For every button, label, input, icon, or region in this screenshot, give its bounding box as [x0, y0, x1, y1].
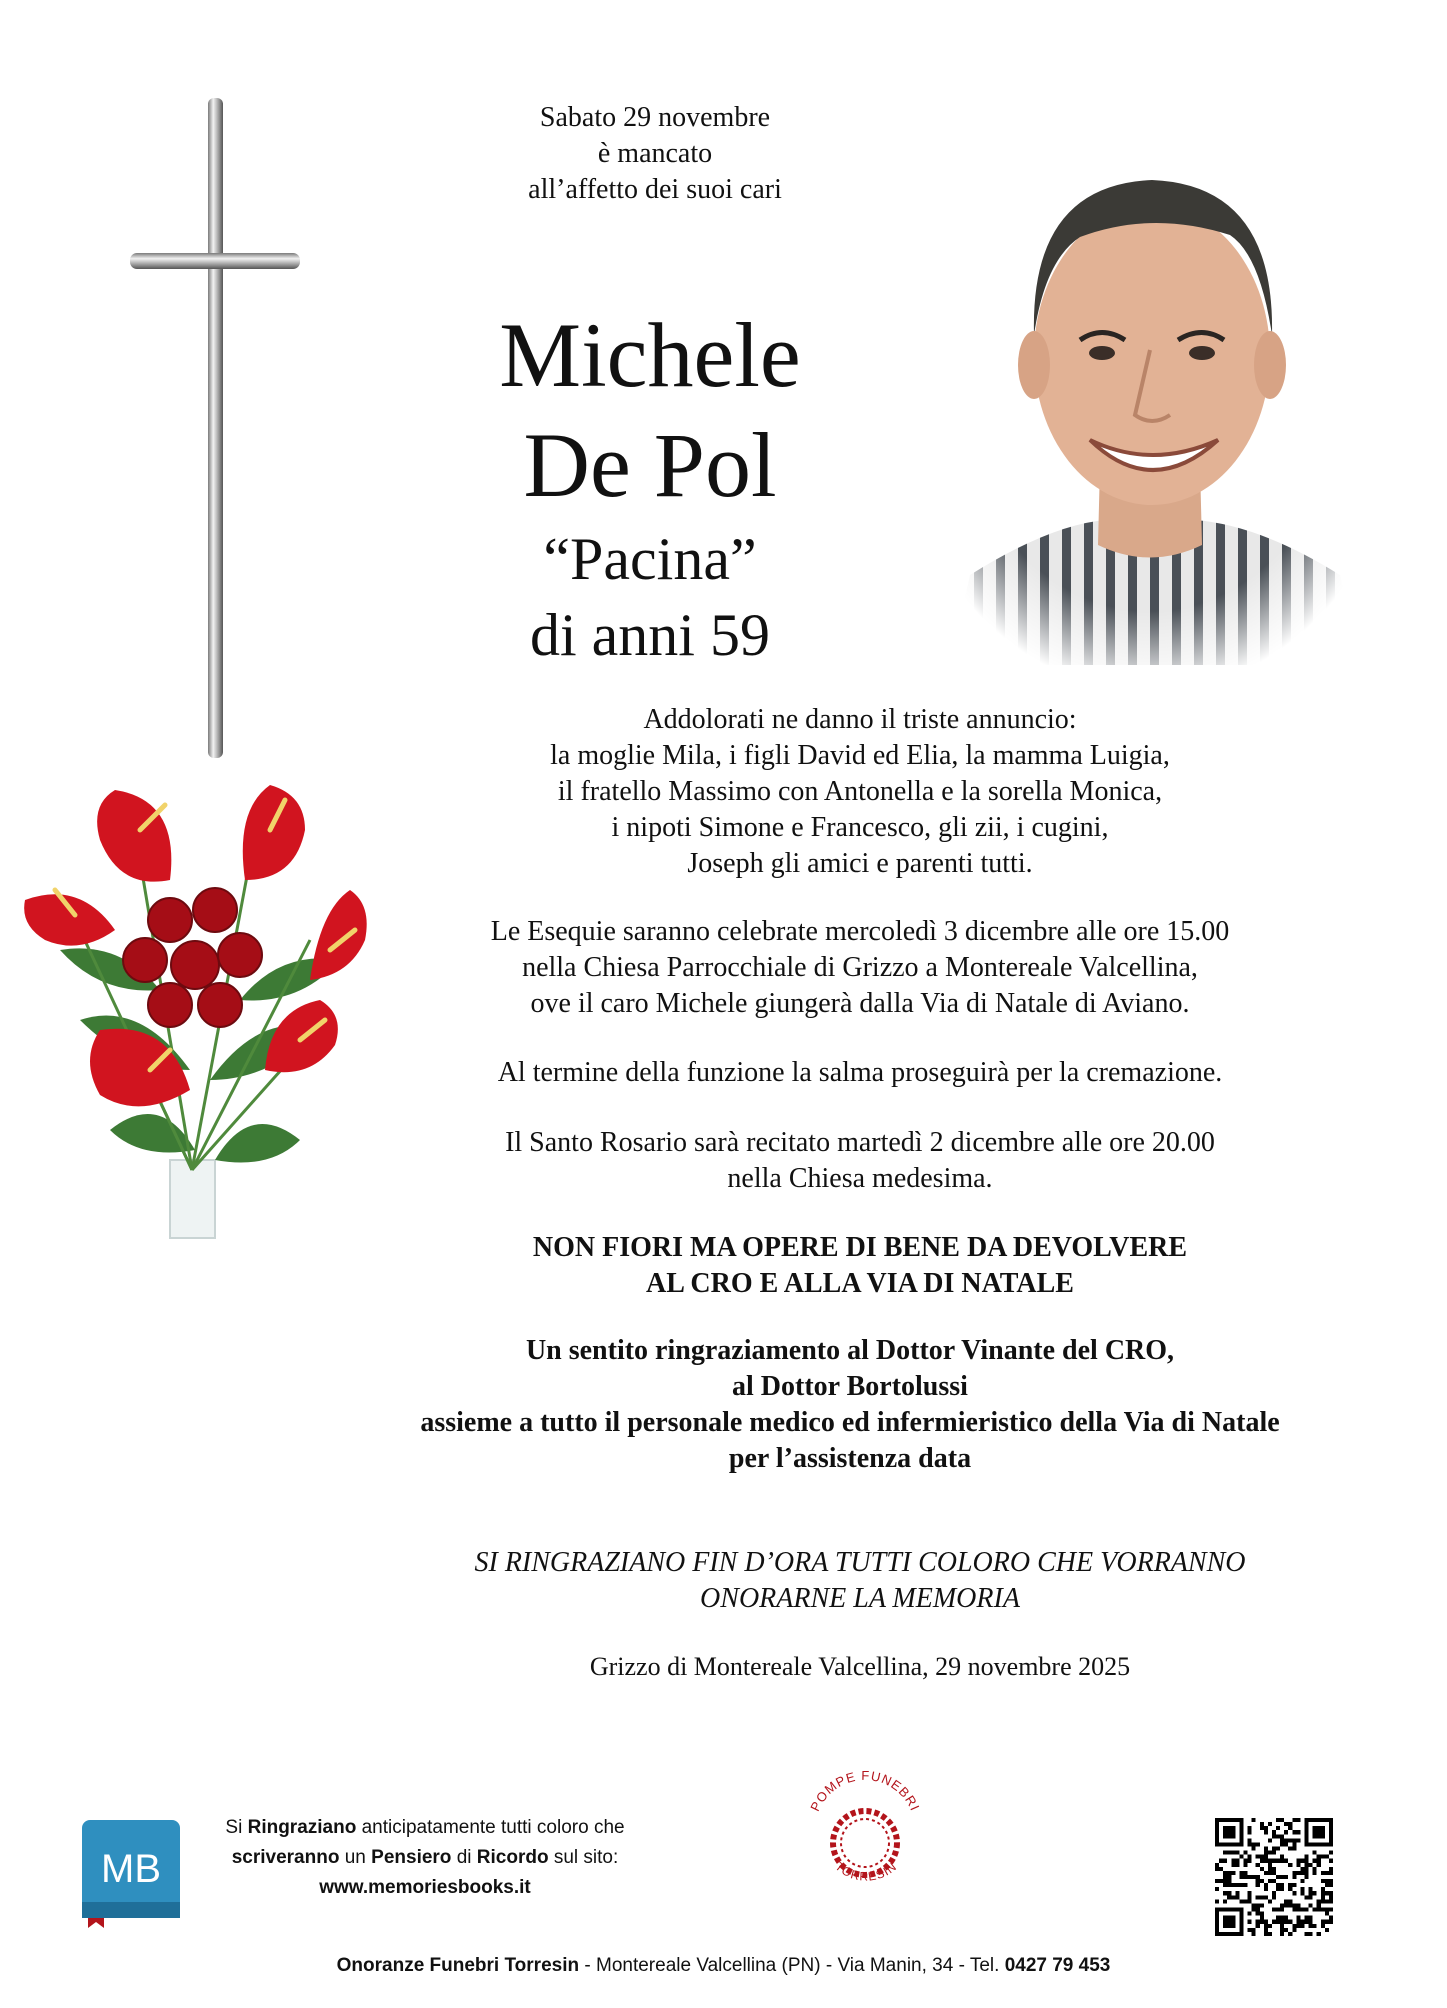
funeral-text: [420, 914, 1300, 1022]
memoria-text: [360, 1545, 1360, 1617]
memoria-line: SI RINGRAZIANO FIN D’ORA TUTTI COLORO CHE VORRANNO: [474, 1547, 1246, 1578]
non-fiori-notice: [420, 1230, 1300, 1302]
svg-text:TORRESIN: [832, 1859, 899, 1884]
thanks-line: al Dottor Bortolussi: [732, 1371, 968, 1402]
age-text: di anni 59: [530, 602, 770, 668]
nickname: “Pacina”: [543, 526, 757, 592]
thanks-line: assieme a tutto il personale medico ed infermieristico della Via di Natale: [420, 1407, 1280, 1438]
place-date: Grizzo di Montereale Valcellina, 29 novembre 2025: [589, 1652, 1131, 1681]
flowers-bouquet-icon: [20, 770, 380, 1240]
memoriesbooks-text: [205, 1813, 645, 1903]
mb-line-1: Si Ringraziano anticipatamente tutti coloro che: [225, 1817, 625, 1838]
footer-contact: [0, 1953, 1447, 1979]
mb-website-link[interactable]: www.memoriesbooks.it: [319, 1877, 531, 1898]
funeral-line: Le Esequie saranno celebrate mercoledì 3 dicembre alle ore 15.00: [490, 916, 1230, 947]
announcement-line: Joseph gli amici e parenti tutti.: [687, 848, 1033, 879]
announcement-line: la moglie Mila, i figli David ed Elia, la mamma Luigia,: [550, 740, 1170, 771]
last-name: De Pol: [523, 414, 777, 516]
memoria-line: ONORARNE LA MEMORIA: [700, 1583, 1020, 1614]
intro-line: Sabato 29 novembre: [539, 102, 771, 133]
portrait-photo: [930, 125, 1370, 665]
announcement-line: Addolorati ne danno il triste annuncio:: [643, 704, 1077, 735]
thanks-line: Un sentito ringraziamento al Dottor Vinante del CRO,: [525, 1335, 1175, 1366]
intro-line: all’affetto dei suoi cari: [528, 174, 782, 205]
seal-top-text: POMPE FUNEBRI: [807, 1767, 923, 1814]
cross-icon: [128, 98, 303, 763]
funeral-line: nella Chiesa Parrocchiale di Grizzo a Montereale Valcellina,: [522, 952, 1198, 983]
svg-text:POMPE FUNEBRI: [807, 1768, 923, 1814]
memoriesbooks-logo[interactable]: [82, 1820, 182, 1928]
pompe-funebri-seal-logo: [800, 1750, 930, 1900]
funeral-line: ove il caro Michele giungerà dalla Via di Natale di Aviano.: [530, 988, 1190, 1019]
cremation-text: Al termine della funzione la salma proseguirà per la cremazione.: [497, 1057, 1223, 1088]
rosary-line: nella Chiesa medesima.: [727, 1163, 993, 1194]
non-fiori-line: AL CRO E ALLA VIA DI NATALE: [646, 1268, 1074, 1299]
first-name: Michele: [499, 304, 801, 406]
announcement-line: i nipoti Simone e Francesco, gli zii, i cugini,: [611, 812, 1109, 843]
thanks-text: [320, 1333, 1380, 1477]
seal-bottom-text: TORRESIN: [832, 1859, 900, 1884]
non-fiori-line: NON FIORI MA OPERE DI BENE DA DEVOLVERE: [532, 1232, 1188, 1263]
rosary-line: Il Santo Rosario sarà recitato martedì 2 dicembre alle ore 20.00: [505, 1127, 1215, 1158]
footer-company: Onoranze Funebri Torresin: [336, 1955, 580, 1976]
announcement-line: il fratello Massimo con Antonella e la sorella Monica,: [557, 776, 1163, 807]
intro-text: [445, 100, 865, 208]
announcement-text: [420, 702, 1300, 882]
mb-logo-text: MB: [101, 1847, 161, 1891]
qr-code-icon[interactable]: [1215, 1818, 1333, 1936]
intro-line: è mancato: [597, 138, 713, 169]
thanks-line: per l’assistenza data: [728, 1443, 972, 1474]
rosary-text: [420, 1125, 1300, 1197]
footer-phone[interactable]: 0427 79 453: [1004, 1955, 1111, 1976]
mb-line-2: scriveranno un Pensiero di Ricordo sul sito:: [231, 1847, 619, 1868]
footer-address: - Montereale Valcellina (PN) - Via Manin, 34 - Tel.: [579, 1955, 1005, 1976]
